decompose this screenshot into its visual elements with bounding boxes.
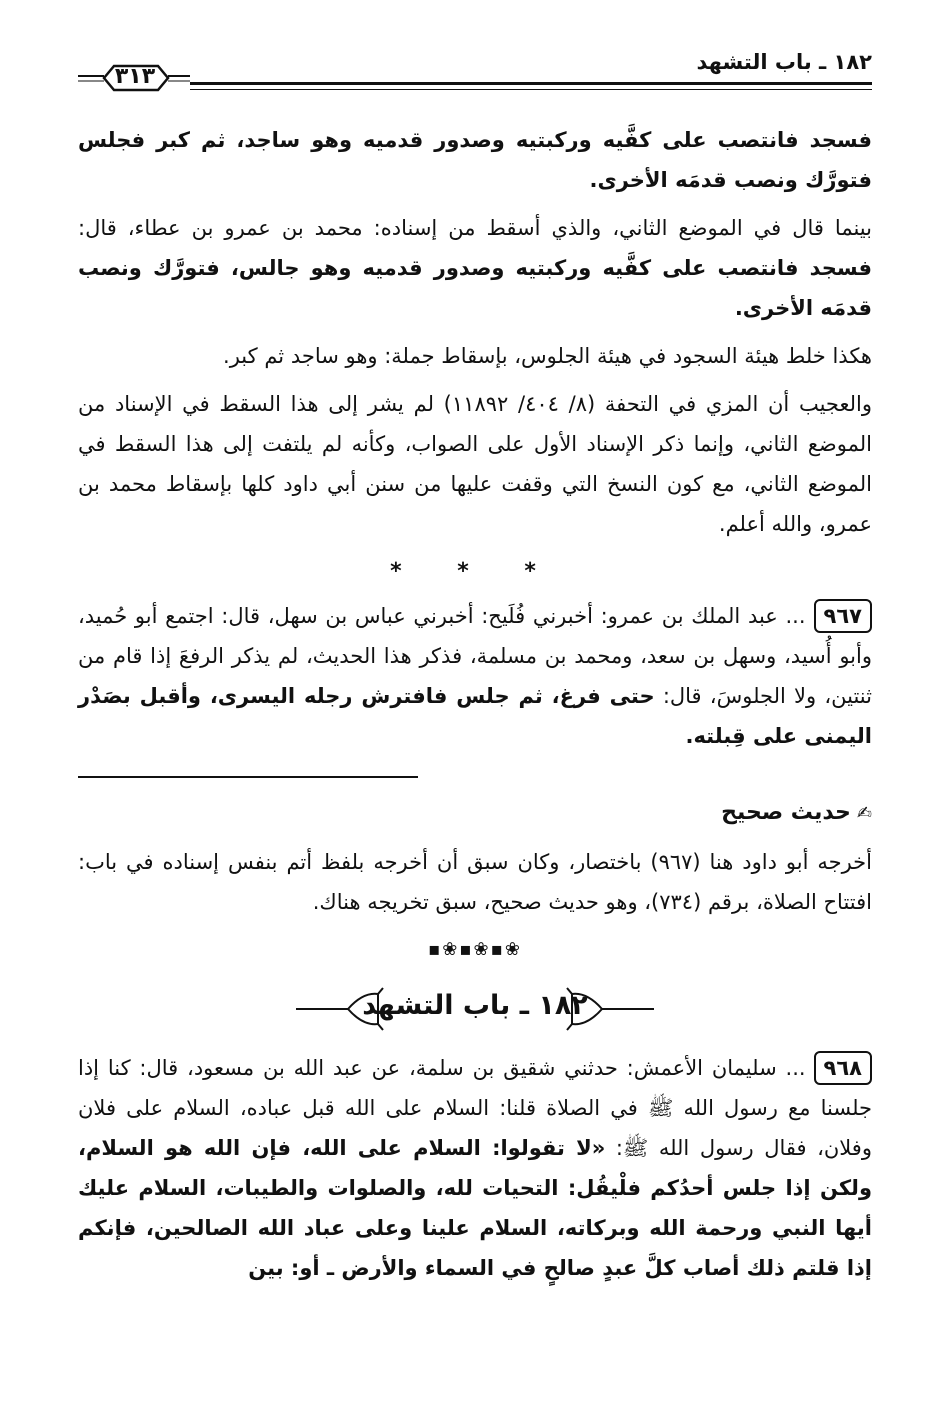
hadith-968	[78, 1048, 872, 1288]
grade-text: أخرجه أبو داود هنا (٩٦٧) باختصار، وكان سبق أن أخرجه بلفظ أتم بنفس إسناده في باب: افتتاح الصلاة، برقم (٧٣٤)، وهو حديث صحيح، سبق تخريجه هناك.	[78, 850, 872, 914]
paragraph-2-bold: فسجد فانتصب على كفَّيه وركبتيه وصدور قدميه وهو جالس، فتورَّك ونصب قدمَه الأخرى.	[78, 256, 872, 320]
hadith-967-bold: حتى فرغ، ثم جلس فافترش رجله اليسرى، وأقبل بصَدْر اليمنى على قِبلته.	[78, 684, 872, 748]
paragraph-1: فسجد فانتصب على كفَّيه وركبتيه وصدور قدميه وهو ساجد، ثم كبر فجلس فتورَّك ونصب قدمَه الأخرى.	[78, 128, 872, 192]
page-body	[78, 120, 872, 1296]
hadith-968-bold: «لا تقولوا: السلام على الله، فإن الله هو السلام، ولكن إذا جلس أحدُكم فلْيقُل: التحيات لله، والصلوات والطيبات، السلام عليك أيها النبي ورحمة الله وبركاته، السلام علينا وعلى عباد الله الصالحين، فإنكم إذا قلتم ذلك أصاب كلَّ عبدٍ صالحٍ في السماء والأرض ـ أو: بين	[78, 1136, 872, 1280]
hadith-number-badge: ٩٦٨	[814, 1051, 872, 1085]
grade-label: حديث صحيح	[721, 800, 851, 825]
hadith-number-badge: ٩٦٧	[814, 599, 872, 633]
paragraph-4: والعجيب أن المزي في التحفة (٨/ ٤٠٤/ ١١٨٩٢) لم يشر إلى هذا السقط في الإسناد من الموضع الثاني، وإنما ذكر الإسناد الأول على الصواب، وكأنه لم يلتفت إلى هذا السقط في الموضع الثاني، مع كون النسخ التي وقفت عليها من سنن أبي داود كلها بإسقاط محمد بن عمرو، والله أعلم.	[78, 392, 872, 536]
paragraph-2	[78, 208, 872, 328]
running-title: ١٨٢ ـ باب التشهد	[696, 50, 872, 74]
hadith-968-text: ... سليمان الأعمش: حدثني شقيق بن سلمة، عن عبد الله بن مسعود، قال: كنا إذا جلسنا مع رسول الله ﷺ في الصلاة قلنا: السلام على الله قبل عباده، السلام على فلان وفلان، فقال رسول الله ﷺ:	[78, 1056, 872, 1160]
page-number: ٣١٣	[114, 64, 156, 89]
hadith-967-text: ... عبد الملك بن عمرو: أخبرني فُلَيح: أخبرني عباس بن سهل، قال: اجتمع أبو حُميد، وأبو أُسيد، وسهل بن سعد، ومحمد بن مسلمة، فذكر هذا الحديث، لم يذكر الرفعَ إذا قام من ثنتين، ولا الجلوسَ، قال:	[78, 604, 872, 708]
header-rule	[190, 82, 872, 90]
footnote-divider	[78, 776, 418, 778]
page-header	[78, 48, 872, 100]
chapter-title: ١٨٢ ـ باب التشهد	[362, 990, 588, 1021]
hadith-967	[78, 596, 872, 756]
paragraph-3: هكذا خلط هيئة السجود في هيئة الجلوس، بإسقاط جملة: وهو ساجد ثم كبر.	[223, 344, 872, 368]
paragraph-2-text: بينما قال في الموضع الثاني، والذي أسقط من إسناده: محمد بن عمرو بن عطاء، قال:	[78, 216, 872, 240]
book-icon: ✍	[856, 803, 872, 824]
chapter-heading	[78, 982, 872, 1036]
separator-ornament: ❀▪❀▪❀▪	[428, 939, 522, 960]
section-stars: * * *	[390, 559, 560, 584]
grade-heading	[78, 792, 872, 834]
